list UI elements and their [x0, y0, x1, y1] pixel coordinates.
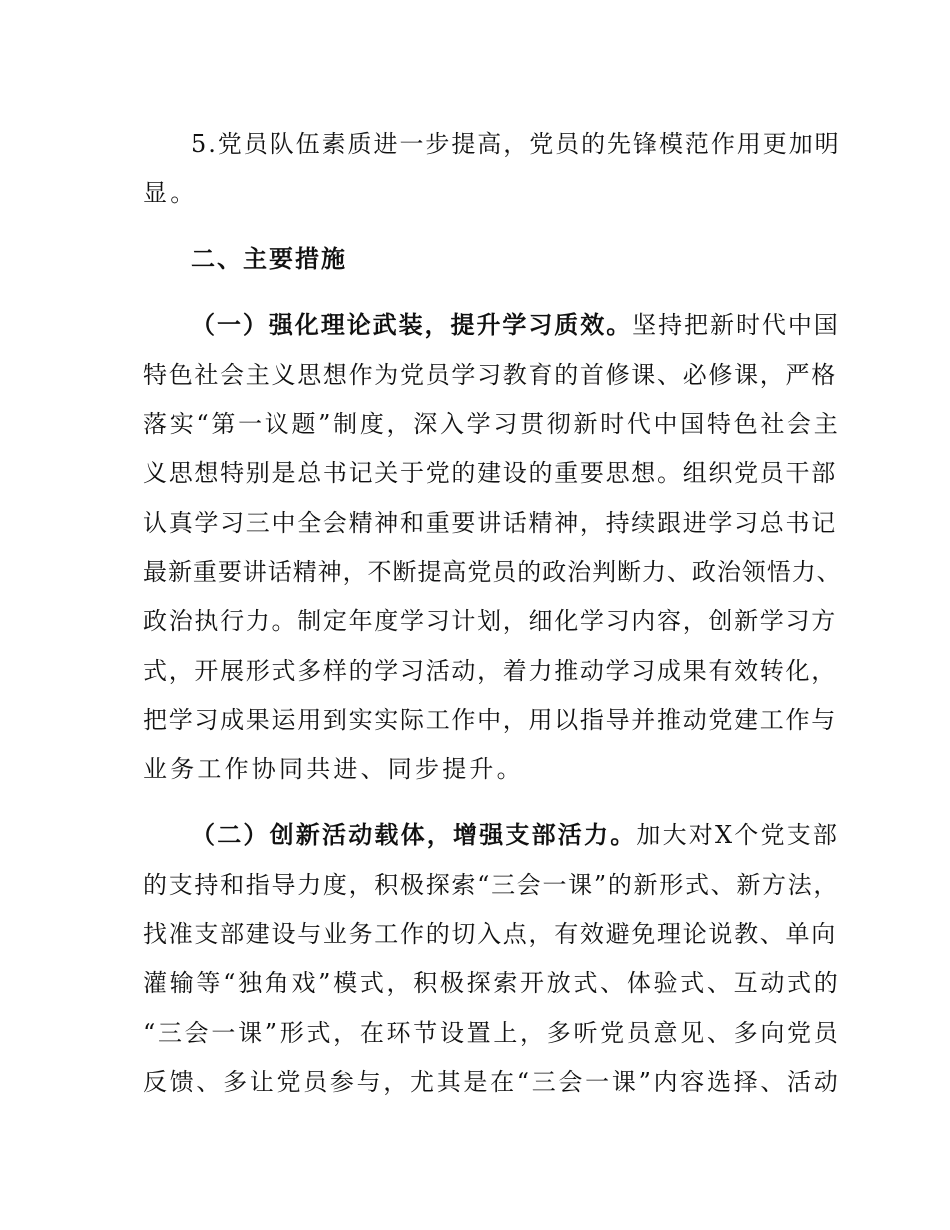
measure-1-title: （一）强化理论武装，提升学习质效。: [191, 311, 633, 339]
measure-1-line-8: 把学习成果运用到实实际工作中，用以指导并推动党建工作与: [143, 706, 837, 734]
measure-1-line-6: 政治执行力。制定年度学习计划，细化学习内容，创新学习方: [143, 607, 837, 635]
measure-1-line-0: 坚持把新时代中国: [632, 311, 840, 339]
measure-2-line-3: 灌输等“独角戏”模式，积极探索开放式、体验式、互动式的: [143, 969, 841, 997]
measure-1-line-1: 特色社会主义思想作为党员学习教育的首修课、必修课，严格: [143, 361, 837, 389]
measure-1-line-4: 认真学习三中全会精神和重要讲话精神，持续跟进学习总书记: [143, 509, 837, 537]
measure-1-line-7: 式，开展形式多样的学习活动，着力推动学习成果有效转化，: [143, 657, 837, 685]
section-heading: 二、主要措施: [191, 245, 347, 273]
measure-1-first-line: [191, 309, 843, 341]
item-5-line-1: 5.党员队伍素质进一步提高，党员的先锋模范作用更加明: [191, 130, 841, 158]
measure-2-line-4: “三会一课”形式，在环节设置上，多听党员意见、多向党员: [143, 1019, 841, 1047]
measure-2-line-1: 的支持和指导力度，积极探索“三会一课”的新形式、新方法，: [143, 871, 840, 899]
measure-2-title: （二）创新活动载体，增强支部活力。: [191, 821, 637, 849]
measure-2-first-line: [191, 819, 843, 851]
measure-1-line-5: 最新重要讲话精神，不断提高党员的政治判断力、政治领悟力、: [143, 558, 842, 586]
measure-2-line-5: 反馈、多让党员参与，尤其是在“三会一课”内容选择、活动: [143, 1068, 841, 1096]
item-5-line-2: 显。: [143, 179, 198, 207]
measure-1-line-2: 落实“第一议题”制度，深入学习贯彻新时代中国特色社会主: [143, 410, 841, 438]
measure-1-line-3: 义思想特别是总书记关于党的建设的重要思想。组织党员干部: [143, 459, 837, 487]
measure-1-line-9: 业务工作协同共进、同步提升。: [143, 755, 524, 783]
measure-2-line-2: 找准支部建设与业务工作的切入点，有效避免理论说教、单向: [143, 920, 837, 948]
measure-2-line-0: 加大对X个党支部: [636, 821, 840, 849]
